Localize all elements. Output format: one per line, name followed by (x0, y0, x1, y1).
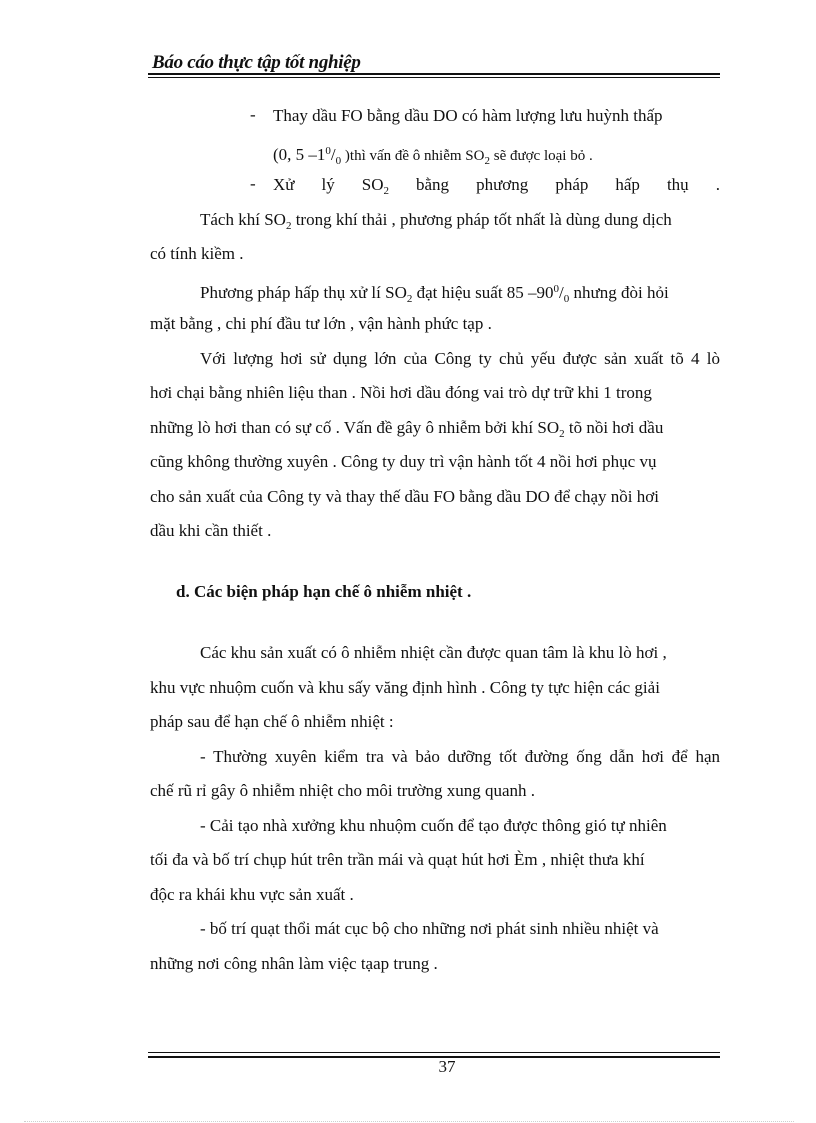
subscript: 2 (383, 185, 389, 197)
word: phương (476, 175, 529, 194)
text-line: chế rũ rỉ gây ô nhiễm nhiệt cho môi trường xung quanh . (150, 781, 536, 800)
text-line: - Thường xuyên kiểm tra và bảo dưỡng tốt đường ống dẫn hơi để hạn (200, 747, 720, 766)
word: . (715, 175, 720, 194)
text-run: đạt hiệu suất 85 –90 (412, 283, 554, 302)
text-line: khu vực nhuộm cuốn và khu sấy văng định hình . Công ty tực hiện các giải (150, 678, 660, 697)
superscript: 0 (553, 283, 560, 295)
text-run: tõ nồi hơi dầu (564, 418, 664, 437)
text-line: có tính kiềm . (150, 244, 244, 263)
subscript: 0 (335, 155, 342, 167)
text-run: / (559, 283, 564, 302)
subscript: 0 (563, 293, 570, 305)
word: bằng (416, 175, 450, 194)
header-title: Báo cáo thực tập tốt nghiệp (152, 52, 361, 73)
text-line: - Cải tạo nhà xưởng khu nhuộm cuốn để tạo được thông gió tự nhiên (200, 816, 667, 835)
word: hấp (615, 175, 640, 194)
text-line: dầu khi cần thiết . (150, 521, 272, 540)
header-rule-thin (148, 77, 720, 78)
footer-rule-thin (148, 1052, 720, 1053)
text-run: trong khí thải , phương pháp tốt nhất là dùng dung dịch (291, 210, 672, 229)
text-run: SO (361, 175, 384, 194)
text-line: - bố trí quạt thổi mát cục bộ cho những nơi phát sinh nhiều nhiệt và (200, 919, 659, 938)
page-number: 37 (438, 1057, 456, 1076)
text-line: pháp sau để hạn chế ô nhiễm nhiệt : (150, 712, 394, 731)
subscript: 2 (484, 155, 490, 167)
text-line: Với lượng hơi sử dụng lớn của Công ty chủ yếu được sản xuất tõ 4 lò (200, 349, 720, 368)
subscript: 2 (285, 220, 292, 232)
text-run: Tách khí SO (200, 210, 286, 229)
text-line: cho sản xuất của Công ty và thay thế dầu FO bằng dầu DO để chạy nồi hơi (150, 487, 659, 506)
bullet-dash: - (250, 105, 256, 124)
subscript: 2 (406, 293, 413, 305)
subscript: 2 (559, 428, 565, 440)
text-run: những lò hơi than có sự cố . Vấn đề gây ô nhiễm bởi khí SO (150, 418, 560, 437)
superscript: 0 (325, 145, 331, 157)
word: thụ (666, 175, 689, 194)
text-run: (0, 5 –1 (273, 145, 326, 164)
word (362, 174, 389, 202)
text-run: Phương pháp hấp thụ xử lí SO (200, 283, 407, 302)
bullet-dash: - (250, 174, 256, 193)
text-line (273, 174, 720, 202)
word: lý (321, 175, 335, 194)
text-run: / (330, 145, 336, 164)
text-line (150, 417, 663, 445)
text-line: hơi chại bằng nhiên liệu than . Nồi hơi dầu đóng vai trò dự trữ khi 1 trong (150, 383, 652, 402)
text-line: cũng không thường xuyên . Công ty duy trì vận hành tốt 4 nồi hơi phục vụ (150, 452, 657, 471)
text-line (273, 140, 593, 172)
text-run: )thì vấn đề ô nhiễm SO (341, 148, 485, 164)
text-line: Các khu sản xuất có ô nhiễm nhiệt cần được quan tâm là khu lò hơi , (200, 643, 667, 662)
text-line: độc ra khái khu vực sản xuất . (150, 885, 354, 904)
header-rule-thick (148, 73, 720, 75)
page-edge-divider (24, 1121, 794, 1122)
text-run: nhưng đòi hỏi (569, 283, 669, 302)
text-line: những nơi công nhân làm việc tạap trung . (150, 954, 438, 973)
word: pháp (555, 175, 589, 194)
text-line (200, 209, 672, 237)
text-line: tối đa và bố trí chụp hút trên trần mái và quạt hút hơi Èm , nhiệt thưa khí (150, 850, 645, 869)
text-line: Thay dầu FO bằng dầu DO có hàm lượng lưu huỳnh thấp (273, 106, 663, 125)
text-run: sẽ được loại bỏ . (489, 148, 593, 164)
text-line (200, 278, 669, 310)
text-line: mặt bằng , chi phí đầu tư lớn , vận hành phức tạp . (150, 314, 492, 333)
section-heading: d. Các biện pháp hạn chế ô nhiễm nhiệt . (176, 582, 472, 601)
word: Xử (273, 175, 295, 194)
